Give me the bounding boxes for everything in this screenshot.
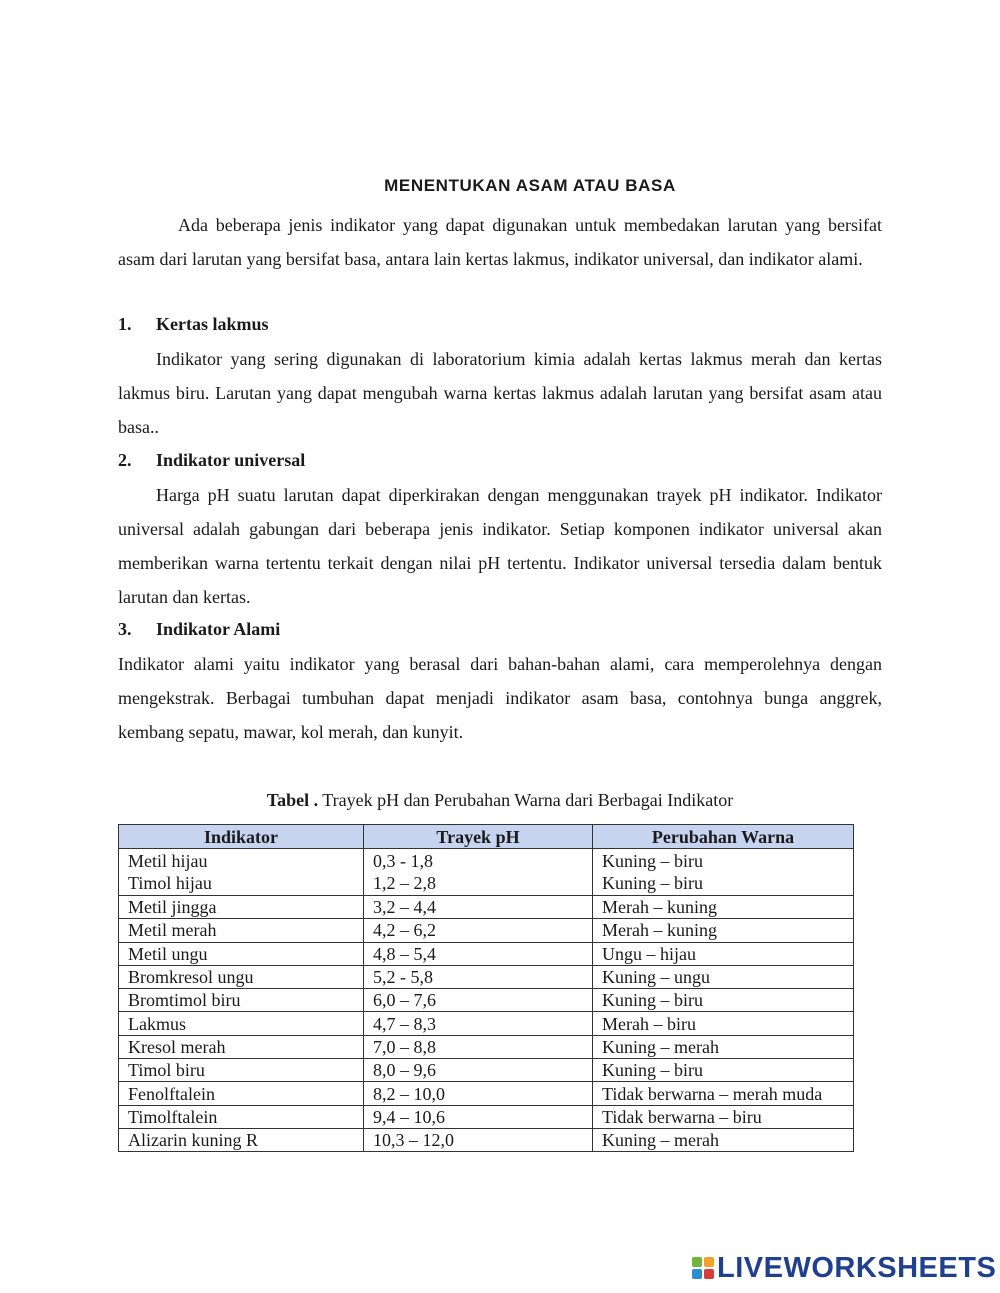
section-title-1: Kertas lakmus <box>156 314 269 334</box>
table-cell: Tidak berwarna – biru <box>593 1105 854 1128</box>
header-perubahan-warna: Perubahan Warna <box>593 825 854 849</box>
table-cell: Metil hijau Timol hijau <box>119 849 364 896</box>
table-cell: Metil ungu <box>119 942 364 965</box>
section-title-2: Indikator universal <box>156 450 306 470</box>
table-cell: 9,4 – 10,6 <box>364 1105 593 1128</box>
table-row <box>119 1012 854 1035</box>
table-cell: 7,0 – 8,8 <box>364 1035 593 1058</box>
table-row <box>119 1082 854 1105</box>
table-cell: Kuning – biru <box>593 989 854 1012</box>
table-row <box>119 1105 854 1128</box>
liveworksheets-logo-text: LIVEWORKSHEETS <box>717 1252 997 1284</box>
section-heading-1 <box>118 314 269 335</box>
table-cell: Kuning – merah <box>593 1128 854 1151</box>
table-row <box>119 1059 854 1082</box>
section-body-1: Indikator yang sering digunakan di laboratorium kimia adalah kertas lakmus merah dan kertas lakmus biru. Larutan yang dapat mengubah warna kertas lakmus adalah larutan yang bersifat asam atau basa.. <box>118 349 882 437</box>
table-cell: 4,8 – 5,4 <box>364 942 593 965</box>
page-title: MENENTUKAN ASAM ATAU BASA <box>384 176 676 195</box>
table-cell: Bromkresol ungu <box>119 965 364 988</box>
table-cell: 0,3 - 1,8 1,2 – 2,8 <box>364 849 593 896</box>
table-cell: 5,2 - 5,8 <box>364 965 593 988</box>
table-cell: 4,7 – 8,3 <box>364 1012 593 1035</box>
table-cell: 8,2 – 10,0 <box>364 1082 593 1105</box>
table-cell: 10,3 – 12,0 <box>364 1128 593 1151</box>
section-body-2: Harga pH suatu larutan dapat diperkirakan dengan menggunakan trayek pH indikator. Indikator universal adalah gabungan dari beberapa jenis indikator. Setiap komponen indikator universal akan memberikan warna tertentu terkait dengan nilai pH tertentu. Indikator universal tersedia dalam bentuk larutan dan kertas. <box>118 485 882 607</box>
table-cell: Merah – kuning <box>593 896 854 919</box>
table-row <box>119 942 854 965</box>
table-header-row <box>119 825 854 849</box>
section-number-3: 3. <box>118 619 132 639</box>
table-caption <box>0 790 1000 811</box>
table-cell: Timol biru <box>119 1059 364 1082</box>
table-cell: Lakmus <box>119 1012 364 1035</box>
table-row <box>119 989 854 1012</box>
header-trayek-ph: Trayek pH <box>364 825 593 849</box>
table-cell: Merah – biru <box>593 1012 854 1035</box>
table-row <box>119 896 854 919</box>
table-cell: Alizarin kuning R <box>119 1128 364 1151</box>
table-cell: Ungu – hijau <box>593 942 854 965</box>
table-cell: Timolftalein <box>119 1105 364 1128</box>
table-cell: 8,0 – 9,6 <box>364 1059 593 1082</box>
table-cell: Tidak berwarna – merah muda <box>593 1082 854 1105</box>
table-cell: 4,2 – 6,2 <box>364 919 593 942</box>
section-number-2: 2. <box>118 450 132 470</box>
table-cell: Metil jingga <box>119 896 364 919</box>
section-heading-3 <box>118 619 280 640</box>
table-body <box>119 849 854 1152</box>
table-cell: Kresol merah <box>119 1035 364 1058</box>
table-cell: Metil merah <box>119 919 364 942</box>
table-row <box>119 1128 854 1151</box>
table-row <box>119 849 854 896</box>
table-cell: Kuning – ungu <box>593 965 854 988</box>
table-cell: Kuning – merah <box>593 1035 854 1058</box>
table-caption-label: Tabel . <box>266 790 319 810</box>
table-cell: Fenolftalein <box>119 1082 364 1105</box>
section-title-3: Indikator Alami <box>156 619 281 639</box>
section-heading-2 <box>118 450 305 471</box>
table-cell: Bromtimol biru <box>119 989 364 1012</box>
indicator-table <box>118 824 854 1152</box>
table-cell: Kuning – biru <box>593 1059 854 1082</box>
liveworksheets-logo-icon <box>692 1257 714 1279</box>
header-indikator: Indikator <box>119 825 364 849</box>
table-row <box>119 919 854 942</box>
table-row <box>119 1035 854 1058</box>
table-cell: 3,2 – 4,4 <box>364 896 593 919</box>
section-number-1: 1. <box>118 314 132 334</box>
section-body-3: Indikator alami yaitu indikator yang berasal dari bahan-bahan alami, cara memperolehnya dengan mengekstrak. Berbagai tumbuhan dapat menjadi indikator asam basa, contohnya bunga anggrek, kembang sepatu, mawar, kol merah, dan kunyit. <box>118 654 882 742</box>
table-cell: 6,0 – 7,6 <box>364 989 593 1012</box>
table-cell: Kuning – biru Kuning – biru <box>593 849 854 896</box>
intro-paragraph: Ada beberapa jenis indikator yang dapat digunakan untuk membedakan larutan yang bersifat asam dari larutan yang bersifat basa, antara lain kertas lakmus, indikator universal, dan indikator alami. <box>118 215 882 269</box>
table-caption-text: Trayek pH dan Perubahan Warna dari Berbagai Indikator <box>318 790 734 810</box>
liveworksheets-logo <box>692 1252 996 1285</box>
table-row <box>119 965 854 988</box>
table-cell: Merah – kuning <box>593 919 854 942</box>
